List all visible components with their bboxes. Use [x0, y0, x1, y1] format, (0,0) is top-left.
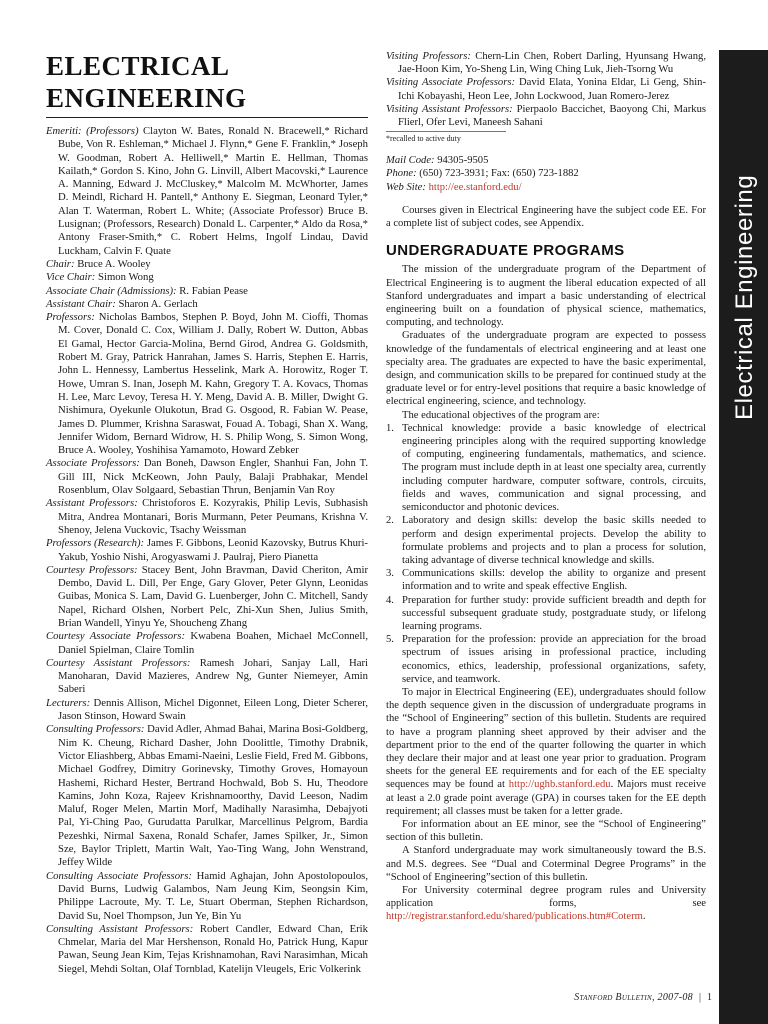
faculty-role: Professors (Research):	[46, 537, 145, 550]
faculty-entry	[46, 537, 368, 564]
faculty-role: Emeriti: (Professors)	[46, 125, 139, 137]
faculty-names: David Elata, Yonina Eldar, Li Geng, Shin-Ichi Kobayashi, Heon Lee, John Lockwood, Juan Romero-Jerez	[398, 77, 706, 102]
phone	[386, 167, 706, 180]
visiting-entry	[386, 76, 706, 102]
footer-separator: |	[698, 992, 701, 1003]
faculty-names: Christoforos E. Kozyrakis, Philip Levis, Subhasish Mitra, Andrea Montanari, Boris Murmann, Peter Peumans, Krishna V. Shenoy, Jelena Vuckovic, Tsachy Weissman	[58, 497, 368, 536]
coterminal-paragraph	[386, 884, 706, 924]
faculty-entry	[46, 723, 368, 869]
courses-note	[386, 204, 706, 230]
faculty-names: Kwabena Boahen, Michael McConnell, Daniel Spielman, Claire Tomlin	[58, 630, 369, 656]
undergrad-body	[386, 263, 706, 923]
objective-number: 3.	[386, 568, 394, 580]
faculty-entry	[46, 869, 369, 923]
faculty-entry	[46, 297, 368, 311]
faculty-names: Clayton W. Bates, Ronald N. Bracewell,* Richard Bube, Von R. Eshleman,* Michael J. Flynn,* Gene F. Franklin,* Joseph W. Goodman, Robert A. Helliwell,* Martin E. Hellman, Thomas Kailath,* Gordon S. Kino, John G. Linvill, Albert Macovski,* Laurence A. Manning, Edward J. McCluskey,* Malcolm M. McWhorter, James D. Meindl, Richard H. Pantell,* Anthony E. Siegman, Leonard Tyler,* Alan T. Waterman, Robert L. White; (Associate Professor) Bruce B. Lusignan; (Professors, Research) Donald L. Carpenter,* Aldo da Rosa,* Antony Fraser-Smith,* C. Robert Helms, Ingolf Lindau, David Luckham, Calvin F. Quate	[58, 125, 369, 257]
faculty-role: Lecturers:	[46, 696, 91, 709]
faculty-role: Associate Chair (Admissions):	[46, 284, 177, 297]
phone-value: (650) 723-3931; Fax: (650) 723-1882	[419, 168, 579, 180]
page-number: 1	[707, 992, 712, 1003]
faculty-names: Pierpaolo Baccichet, Baoyong Chi, Markus Flierl, Ofer Levi, Maneesh Sahani	[398, 103, 707, 129]
objective-number: 2.	[386, 515, 394, 527]
major-paragraph	[386, 686, 706, 818]
objectives-list	[386, 422, 706, 686]
faculty-entry	[46, 696, 369, 724]
minor-paragraph: For information about an EE minor, see the “School of Engineering” section of this bulletin.	[386, 818, 706, 844]
faculty-role: Assistant Professors:	[46, 497, 138, 510]
web-site	[386, 181, 706, 194]
faculty-role: Vice Chair:	[46, 271, 96, 284]
faculty-role: Consulting Professors:	[46, 723, 145, 736]
visiting-entry	[386, 50, 706, 76]
objectives-intro: The educational objectives of the program are:	[402, 409, 600, 421]
dual-degree-paragraph: A Stanford undergraduate may work simultaneously toward the B.S. and M.S. degrees. See “Dual and Coterminal Degree Programs” in the “School of Engineering”section of this bulletin.	[386, 845, 706, 883]
graduates-paragraph: Graduates of the undergraduate program are expected to possess knowledge of the fundamentals of electrical engineering and at least one specialty area. The graduates are expected to have the basic experimental, design, and communication skills to be prepared for continued study at the graduate level or for entry-level positions that require a basic knowledge of electrical engineering, science, and technology.	[386, 330, 706, 408]
objective-text: Communications skills: develop the ability to organize and present information and to write and speak effective English.	[402, 568, 706, 593]
faculty-role: Chair:	[46, 257, 75, 270]
bulletin-name: Stanford Bulletin, 2007-08	[574, 992, 693, 1003]
objective-text: Technical knowledge: provide a basic knowledge of electrical engineering principles along with the required supporting knowledge of computing, engineering fundamentals, mathematics, and science. The program must include depth in at least one specialty area, currently including computer hardware, computer software, controls, circuits, fields and waves, communication and signal processing, and semiconductor and photonic devices.	[402, 422, 706, 514]
faculty-names: Stacey Bent, John Bravman, David Cheriton, Amir Dembo, David L. Dill, Per Enge, Gary Glover, Peter Glynn, Leonidas Guibas, Monica S. Lam, David G. Luenberger, John C. Mitchell, Sandy Napel, Richard Olshen, Norbert Pelc, Zhi-Xun Shen, Julius Smith, Brian Wandell, Yinyu Ye, Shoucheng Zhang	[58, 563, 369, 629]
web-site-label: Web Site:	[386, 181, 426, 193]
major-text-end: . Majors must receive at least a 2.0 grade point average (GPA) in courses taken for the EE depth requirement; all classes must be taken for a letter grade.	[386, 779, 706, 817]
faculty-role: Consulting Assistant Professors:	[46, 922, 194, 935]
phone-label: Phone:	[386, 168, 417, 180]
footnote: *recalled to active duty	[386, 131, 506, 144]
faculty-entry	[46, 457, 368, 497]
faculty-role: Courtesy Assistant Professors:	[46, 656, 191, 669]
visiting-entry	[386, 103, 707, 129]
coterminal-text: For University coterminal degree program rules and University application forms, see	[386, 884, 706, 910]
faculty-entry	[46, 284, 368, 298]
objective-item	[386, 633, 706, 686]
objective-text: Preparation for the profession: provide an appreciation for the broad spectrum of issues arising in professional practice, including economics, ethics, leadership, professional organizations, safety, service, and teamwork.	[402, 634, 706, 685]
mail-code	[386, 154, 706, 167]
faculty-entry	[46, 656, 368, 697]
major-text: To major in Electrical Engineering (EE), undergraduates should follow the depth sequence given in the discussion of undergraduate programs in the “School of Engineering” section of this bulletin. Students are required to have a program planning sheet approved by their adviser and the department prior to the end of the quarter following the quarter in which they declare their major and at least one year prior to graduation. Program sheets for the general EE requirements and for each of the EE specialty sequences may be found at	[386, 686, 706, 791]
courses-note-text: Courses given in Electrical Engineering have the subject code EE. For a complete list of subject codes, see Appendix.	[386, 204, 706, 230]
side-tab-label: Electrical Engineering	[731, 174, 758, 420]
objective-number: 5.	[386, 634, 394, 646]
faculty-entry	[46, 630, 369, 657]
mail-code-label: Mail Code:	[386, 155, 435, 167]
faculty-names: James F. Gibbons, Leonid Kazovsky, Butrus Khuri-Yakub, Yoshio Nishi, Arogyaswami J. Paulraj, Piero Pianetta	[58, 537, 368, 563]
faculty-names: Robert Candler, Edward Chan, Erik Chmelar, Maria del Mar Hershenson, Ronald Ho, Patrick Hung, Kapur Pawan, Seung Jean Kim, Tejas Krishnamohan, Ravi Narasimhan, Micah Siegel, Mehdi Soltan, Olaf Tornblad, Katelijn Vleugels, Eric Volkerink	[58, 922, 368, 975]
contact-info	[386, 154, 706, 194]
faculty-names: Bruce A. Wooley	[77, 257, 151, 270]
visiting-faculty	[386, 50, 706, 129]
faculty-names: Chern-Lin Chen, Robert Darling, Hyunsang Hwang, Jae-Hoon Kim, Yo-Sheng Lin, Wing Ching Luk, Jieh-Tsorng Wu	[398, 51, 706, 76]
faculty-entry	[46, 257, 368, 271]
faculty-names: Simon Wong	[98, 271, 154, 284]
faculty-role: Visiting Associate Professors:	[386, 77, 515, 89]
objective-number: 4.	[386, 594, 394, 606]
faculty-role: Consulting Associate Professors:	[46, 869, 192, 882]
right-column	[386, 50, 706, 924]
coterminal-text-end: .	[642, 911, 646, 923]
section-heading: UNDERGRADUATE PROGRAMS	[386, 242, 625, 260]
faculty-role: Assistant Chair:	[46, 297, 116, 310]
objective-item	[386, 567, 706, 593]
faculty-entry	[46, 563, 369, 630]
page-title: ELECTRICAL ENGINEERING	[46, 50, 368, 118]
objective-text: Preparation for further study: provide sufficient breadth and depth for successful subsequent graduate study, postgraduate study, or lifelong learning programs.	[402, 594, 706, 632]
mail-code-value: 94305-9505	[437, 155, 489, 167]
faculty-names: Sharon A. Gerlach	[118, 297, 198, 310]
registrar-link[interactable]: http://registrar.stanford.edu/shared/publications.htm#Coterm	[386, 911, 643, 923]
faculty-role: Associate Professors:	[46, 457, 140, 470]
faculty-entry	[46, 922, 368, 976]
faculty-names: David Adler, Ahmad Bahai, Marina Bosi-Goldberg, Nim K. Cheung, Richard Dasher, John Doolittle, Timothy Drabnik, Victor Eliashberg, Abbas Emami-Naeini, Leslie Field, Fred M. Gibbons, Michael Godfrey, Dimitry Gorinevsky, Timothy Groves, Homayoun Hashemi, Richard Hester, Bertrand Hochwald, Bob S. Hu, Theodore Kamins, John Koza, Rajeev Krishnamoorthy, David Leeson, Nadim Maluf, Roger Melen, Martin Morf, Madihally Narasimha, Debajyoti Pal, Yi-Ching Pao, Gurudatta Parulkar, Marcellinus Pelgrom, Bardia Pezeshki, Nirmal Saxena, Ronald Schafer, James Spilker, Jr., Simon Sze, Baylor Triplett, Martin Walt, Yao-Ting Wang, John Wenstrand, Jeffey Wilde	[58, 723, 368, 869]
faculty-role: Courtesy Associate Professors:	[46, 630, 186, 643]
faculty-names: Hamid Aghajan, John Apostolopoulos, David Burns, Ludwig Galambos, Nam Jeung Kim, Seongsin Kim, Philippe Lacroute, My. T. Le, Stuart Oberman, Stephen Richardson, David Su, Noel Thompson, Jun Ye, Bin Yu	[58, 869, 369, 922]
ughb-link[interactable]: http://ughb.stanford.edu	[508, 779, 611, 791]
faculty-entry	[46, 271, 368, 284]
faculty-role: Visiting Professors:	[386, 51, 471, 62]
faculty-entry	[46, 311, 369, 457]
page-footer	[574, 992, 712, 1003]
faculty-names: Nicholas Bambos, Stephen P. Boyd, John M. Cioffi, Thomas M. Cover, Donald C. Cox, William J. Dally, Robert W. Dutton, Abbas El Gamal, Hector Garcia-Molina, Bernd Girod, Andrea G. Goldsmith, Robert M. Gray, Patrick Hanrahan, James S. Harris, Stephen E. Harris, John L. Hennessy, Lambertus Hesselink, Mark A. Horowitz, Roger T. Howe, Umran S. Inan, Joseph M. Kahn, Gregory T. A. Kovacs, Thomas H. Lee, Marc Levoy, Teresa H. Y. Meng, David A. B. Miller, Dwight G. Nishimura, Oyekunle Olukotun, Brad G. Osgood, R. Fabian W. Pease, James D. Plummer, Krishna Saraswat, Fouad A. Tobagi, Shan X. Wang, Jennifer Widom, Bernard Widrow, H. S. Philip Wong, S. Simon Wong, Bruce A. Wooley, Yoshihisa Yamamoto, Howard Zebker	[58, 311, 369, 457]
faculty-entry	[46, 497, 368, 537]
objective-number: 1.	[386, 422, 394, 434]
faculty-names: R. Fabian Pease	[179, 284, 248, 297]
faculty-list	[46, 125, 368, 976]
section-side-tab	[719, 50, 768, 1024]
faculty-names: Dennis Allison, Michel Digonnet, Eileen Long, Dieter Scherer, Jason Stinson, Howard Swain	[58, 696, 369, 723]
objective-text: Laboratory and design skills: develop the basic skills needed to perform and design experimental projects. Develop the ability to formulate problems and projects and to plan a process for solution, taking advantage of diverse technical knowledge and skills.	[402, 515, 706, 566]
faculty-role: Professors:	[46, 311, 95, 324]
faculty-names: Ramesh Johari, Sanjay Lall, Hari Manoharan, David Mazieres, Andrew Ng, Gunter Niemeyer, Amin Saberi	[58, 656, 368, 696]
left-column	[46, 50, 368, 976]
faculty-names: Dan Boneh, Dawson Engler, Shanhui Fan, John T. Gill III, Nick McKeown, John Pauly, Balaji Prabhakar, Mendel Rosenblum, Olav Solgaard, Sebastian Thrun, Benjamin Van Roy	[58, 457, 368, 497]
objective-item	[386, 594, 706, 634]
faculty-role: Visiting Assistant Professors:	[386, 103, 513, 115]
faculty-entry	[46, 125, 369, 258]
objective-item	[386, 422, 706, 514]
objective-item	[386, 514, 706, 567]
mission-paragraph: The mission of the undergraduate program of the Department of Electrical Engineering is to augment the liberal education expected of all Stanford undergraduates and impart a basic understanding of electrical engineering built on a foundation of physical science, mathematics, computing, and technology.	[386, 264, 706, 329]
faculty-role: Courtesy Professors:	[46, 563, 138, 576]
web-site-link[interactable]: http://ee.stanford.edu/	[428, 181, 522, 193]
